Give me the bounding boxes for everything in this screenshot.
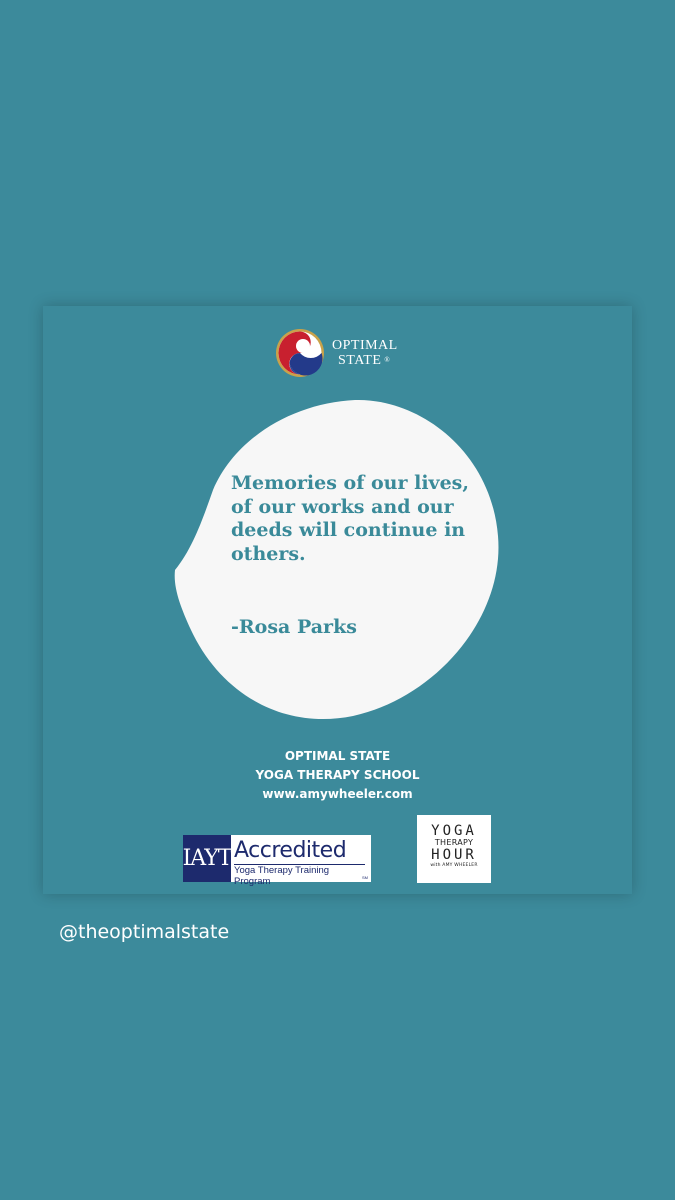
podcast-line-hour: HOUR bbox=[431, 847, 477, 863]
logo-line-optimal: OPTIMAL bbox=[332, 338, 398, 353]
logo-line-state: STATE bbox=[338, 353, 382, 368]
iayt-logo: IAYT bbox=[183, 835, 231, 882]
quote-attribution: -Rosa Parks bbox=[231, 616, 357, 638]
school-name: OPTIMAL STATE bbox=[284, 749, 391, 763]
logo-wordmark bbox=[332, 338, 398, 368]
podcast-line-therapy: THERAPY bbox=[434, 838, 474, 847]
mention-sticker[interactable]: @theoptimalstate bbox=[55, 918, 233, 946]
yoga-therapy-hour-badge bbox=[417, 815, 491, 883]
quote-text: Memories of our lives, of our works and our deeds will continue in others. bbox=[231, 472, 469, 565]
yin-yang-swirl-logo-icon bbox=[275, 328, 325, 378]
podcast-byline: with AMY WHEELER bbox=[430, 863, 478, 868]
school-subtitle: YOGA THERAPY SCHOOL bbox=[255, 768, 420, 782]
school-website: www.amywheeler.com bbox=[262, 787, 413, 801]
registered-mark: ® bbox=[384, 356, 391, 365]
iayt-accredited-badge bbox=[182, 835, 371, 887]
accredited-subtitle: Yoga Therapy Training Program bbox=[234, 864, 365, 887]
optimal-state-logo bbox=[275, 328, 425, 380]
accredited-title: Accredited bbox=[234, 838, 347, 863]
post-card bbox=[43, 306, 632, 894]
podcast-line-yoga: YOGA bbox=[431, 823, 477, 839]
school-info bbox=[43, 747, 632, 804]
service-mark: SM bbox=[362, 875, 368, 880]
